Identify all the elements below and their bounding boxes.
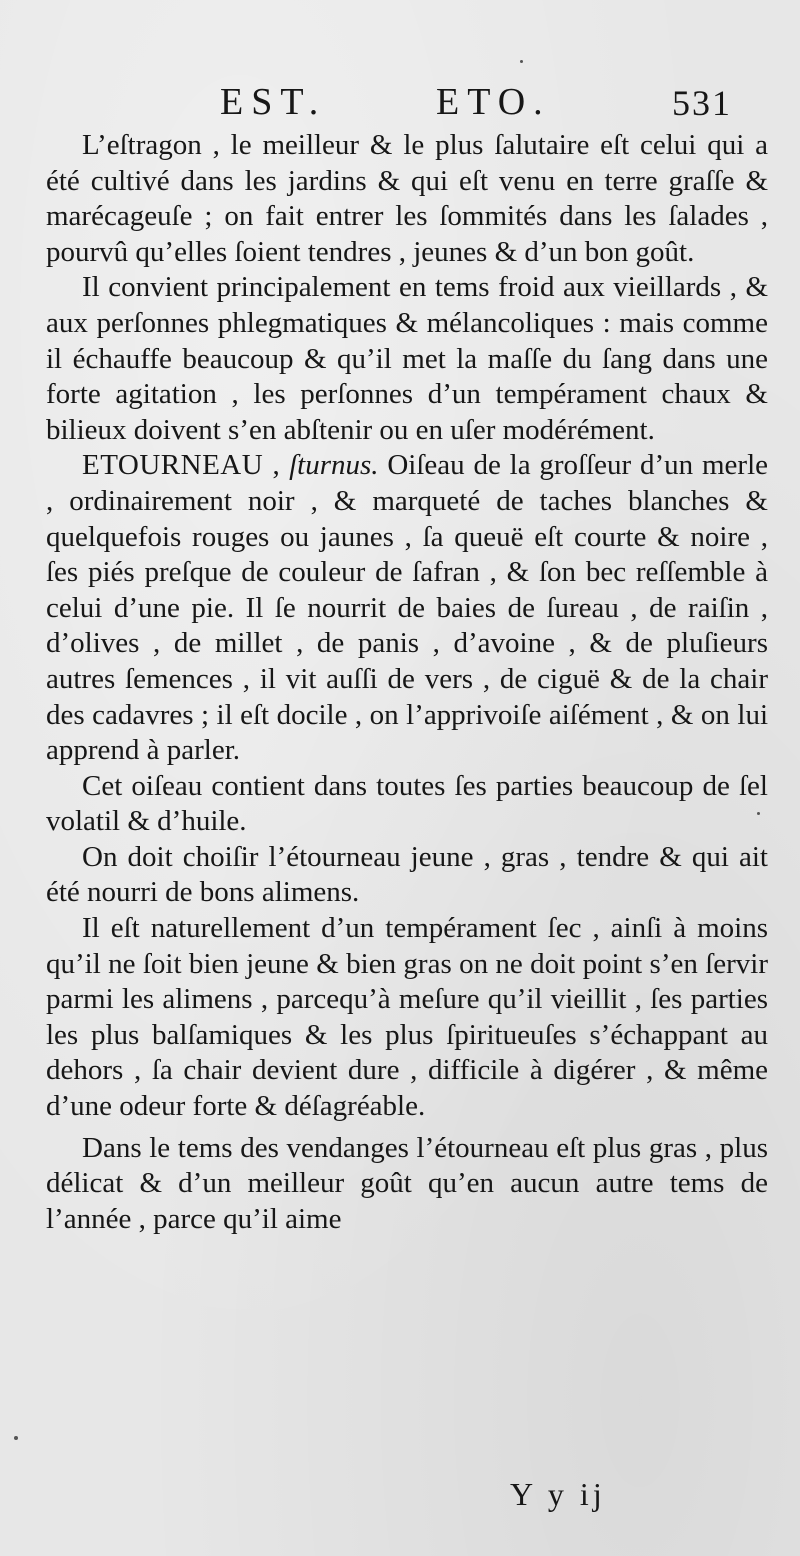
signature-mark: Y y ij (510, 1476, 606, 1512)
ink-speck (757, 812, 760, 815)
entry-etourneau (46, 448, 768, 768)
header-center: ETO. (436, 81, 551, 123)
paragraph-estragon-use: Il convient principalement en tems froid aux vieillards , & aux perſonnes phlegmatiques & mélancoliques : mais comme il échauffe beaucoup & qu’il met la maſſe du ſang dans une forte agitation , les perſonnes d’un tempérament chaux & bilieux doivent s’en abſtenir ou en uſer modérément. (46, 271, 768, 446)
body-text (46, 128, 768, 1237)
entry-text: Oiſeau de la groſſeur d’un merle , ordinairement noir , & marqueté de taches blanches & quelquefois rouges ou jaunes , ſa queuë eſt courte & noire , ſes piés preſque de couleur de ſafran , & ſon bec reſſemble à celui d’une pie. Il ſe nourrit de baies de ſureau , de raiſin , d’olives , de millet , de panis , d’avoine , & de pluſieurs autres ſemences , il vit auſſi de vers , de ciguë & de la chair des cadavres ; il eſt docile , on l’apprivoiſe aiſément , & on lui apprend à parler. (46, 449, 769, 767)
paragraph-etourneau-choice: On doit choiſir l’étourneau jeune , gras , tendre & qui ait été nourri de bons alimens. (46, 840, 768, 909)
paragraph-etourneau-temperament: Il eſt naturellement d’un tempérament ſec , ainſi à moins qu’il ne ſoit bien jeune & bien gras on ne doit point s’en ſervir parmi les alimens , parcequ’à meſure qu’il vieillit , ſes parties les plus balſamiques & les plus ſpiritueuſes s’échappant au dehors , ſa chair devient dure , difficile à digérer , & même d’une odeur forte & déſagréable. (46, 912, 768, 1123)
ink-speck (14, 1436, 18, 1440)
paragraph-etourneau-season: Dans le tems des vendanges l’étourneau eſt plus gras , plus délicat & d’un meilleur goût qu’en aucun autre tems de l’année , parce qu’il aime (46, 1131, 768, 1235)
entry-headword: ETOURNEAU , (82, 449, 281, 482)
header-left: EST. (220, 81, 327, 123)
paragraph-etourneau-contents: Cet oiſeau contient dans toutes ſes parties beaucoup de ſel volatil & d’huile. (46, 769, 768, 838)
page-number: 531 (672, 83, 732, 123)
ink-speck (520, 60, 523, 63)
entry-latin-name: ſturnus. (289, 449, 379, 482)
running-header (0, 80, 800, 128)
paragraph-estragon-quality: L’eſtragon , le meilleur & le plus ſalutaire eſt celui qui a été cultivé dans les jardins & qui eſt venu en terre graſſe & marécageuſe ; on fait entrer les ſommités dans les ſalades , pourvû qu’elles ſoient tendres , jeunes & d’un bon goût. (46, 129, 768, 268)
